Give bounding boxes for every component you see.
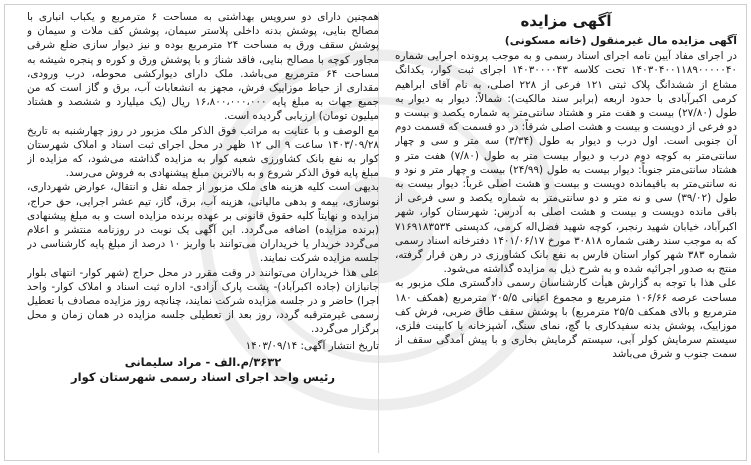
venue-paragraph: علی هذا خریداران می‌توانند در وقت مقرر در محل حراج (شهر کوار- انتهای بلوار جانبازان (جاده اکبرآباد)- پشت پارک آزادی- اداره ثبت اسناد و املاک کوار- واحد اجرا) حاضر و در جلسه مزایده شرکت نمایند، چنانچه روز مزایده مصادف با تعطیل رسمی غیرمترقبه گردد، روز بعد از تعطیلی جلسه مزایده در همان زمان و محل برگزار می‌گردد. — [27, 266, 379, 336]
valuation-paragraph: همچنین دارای دو سرویس بهداشتی به مساحت ۶ مترمربع و یکباب انباری با مصالح بنایی، پوشش بدنه داخلی پلاستر سیمان، پوشش کف ملات و سیمان و پوشش سقف ورق به مساحت ۲۴ مترمربع بوده و نیز دیوار سازی ضلع شرقی مجاور کوچه با مصالح بنایی، فاقد شناژ و با پوشش ورق و کوره و پنجره شیشه به مساحت ۶۴ مترمربع می‌باشد. ملک دارای دیوارکشی محوطه، درب ورودی، مقداری از حیاط موزاییک فرش، مجهز به انشعابات آب، برق و گاز است که من جمیع جهات به مبلغ پایه ۱۶،۸۰۰،۰۰۰،۰۰۰ ریال (یک میلیارد و ششصد و هشتاد میلیون تومان) ارزیابی گردیده است. — [27, 11, 379, 123]
notice-left-column — [27, 10, 379, 457]
publish-date: تاریخ انتشار آگهی: ۱۴۰۳/۰۹/۱۴ — [245, 339, 379, 352]
notice-right-column — [395, 10, 737, 457]
signature-organization: رئیس واحد اجرای اسناد رسمی شهرستان کوار — [71, 370, 335, 385]
property-description-paragraph: در اجرای مفاد آیین نامه اجرای اسناد رسمی و به موجب پرونده اجرایی شماره ۱۴۰۳۰۴۰۰۱۱۸۹۰۰۰۰۰۴۰ تحت کلاسه ۱۴۰۳۰۰۰۰۴۳ اجرای ثبت کوار، یکدانگ مشاع از ششدانگ پلاک ثبتی ۱۲۱ فرعی از ۲۲۸ اصلی، به نام آقای ابراهیم کرمی اکبرآبادی با حدود اربعه (برابر سند مالکیت): شمالاً: دیوار به دیوار به طول (۲۷/۸۰) بیست و هفت متر و هشتاد سانتی‌متر به شماره یکصد و بیست و دو فرعی از دویست و بیست و هشت اصلی شرقاً: در دو قسمت که قسمت دوم آن جنوبی است. اول درب و دیوار به طول (۳/۳۴) سه متر و سی و چهار سانتی‌متر به کوچه دوم درب و دیوار بیست متر به طول (۷/۸۰) هفت متر و هشتاد سانتی‌متر جنوباً: دیوار بیست به طول (۲۴/۹۹) بیست و چهار متر و نود و نه سانتی‌متر به باقیمانده دویست و بیست و هشت اصلی غرباً: دیوار بیست به طول (۳۹/۰۲) سی و نه متر و دو سانتی‌متر به شماره یکصد و سی فرعی از باقی مانده دویست و بیست و هشت اصلی به آدرس: شهرستان کوار، شهر اکبرآباد، خیابان شهید رنجبر، کوچه شهید فضل‌اله کرمی، کدپستی ۷۱۶۹۱۸۳۵۳۴ که به موجب سند رهنی شماره ۳۰۸۱۸ مورخ ۱۴۰۱/۰۶/۱۷ دفترخانه اسناد رسمی شماره ۳۸۳ شهر کوار استان فارس به نفع بانک کشاورزی در رهن قرار گرفته، منتج به صدور اجرائیه شده و به شرح ذیل به مزایده گذاشته می‌شود. — [395, 50, 737, 276]
notice-title: آگهی مزایده — [520, 12, 612, 30]
expert-report-paragraph: علی هذا با توجه به گزارش هیأت کارشناسان رسمی دادگستری ملک مزبور به مساحت عرصه ۱۰۶/۶۶ مترمربع و مجموع اعیانی ۲۰۵/۵ مترمربع (همکف ۱۸۰ مترمربع و بالای همکف ۲۵/۵ مترمربع) با پوشش سقف طاق ضربی، فرش کف موزاییک، پوشش بدنه سفیدکاری با گچ، نمای سنگ، آشپزخانه با کابینت فلزی، سیستم سرمایش کولر آبی، سیستم گرمایش بخاری و با پیش آمدگی سقف از سمت جنوب و شرق می‌باشد — [395, 277, 737, 361]
costs-paragraph: بدیهی است کلیه هزینه های ملک مزبور از جمله نقل و انتقال، عوارض شهرداری، نوسازی، بیمه و بدهی مالیاتی، هزینه آب، برق، گاز، تیم عشر اجرایی، حق حراج، مزایده و نهایتاً کلیه حقوق قانونی بر عهده برنده مزایده است و به مبلغ پیشنهادی (برنده مزایده) اضافه می‌گردد. این آگهی یک نوبت در روزنامه منتشر و اعلام می‌گردد خریدار یا خریداران می‌توانند با واریز ۱۰ درصد از مبلغ پایه کارشناسی در جلسه مزایده شرکت نمایند. — [27, 181, 379, 265]
signature-number: ۳۶۳۲/م.الف - مراد سلیمانی — [124, 354, 282, 369]
auction-schedule-paragraph: مع الوصف و با عنایت به مراتب فوق الذکر ملک مزبور در روز چهارشنبه به تاریخ ۱۴۰۳/۰۹/۲۸ ساعت ۹ الی ۱۲ ظهر در محل اجرای ثبت اسناد و املاک شهرستان کوار به نفع بانک کشاورزی شعبه کوار به مزایده گذاشته می‌شود، که مزایده از مبلغ پایه فوق الذکر شروع و به بالاترین مبلغ پیشنهادی به فروش می‌رسد. — [27, 124, 379, 180]
notice-subtitle: آگهی مزایده مال غیرمنقول (خانه مسکونی) — [504, 34, 737, 47]
